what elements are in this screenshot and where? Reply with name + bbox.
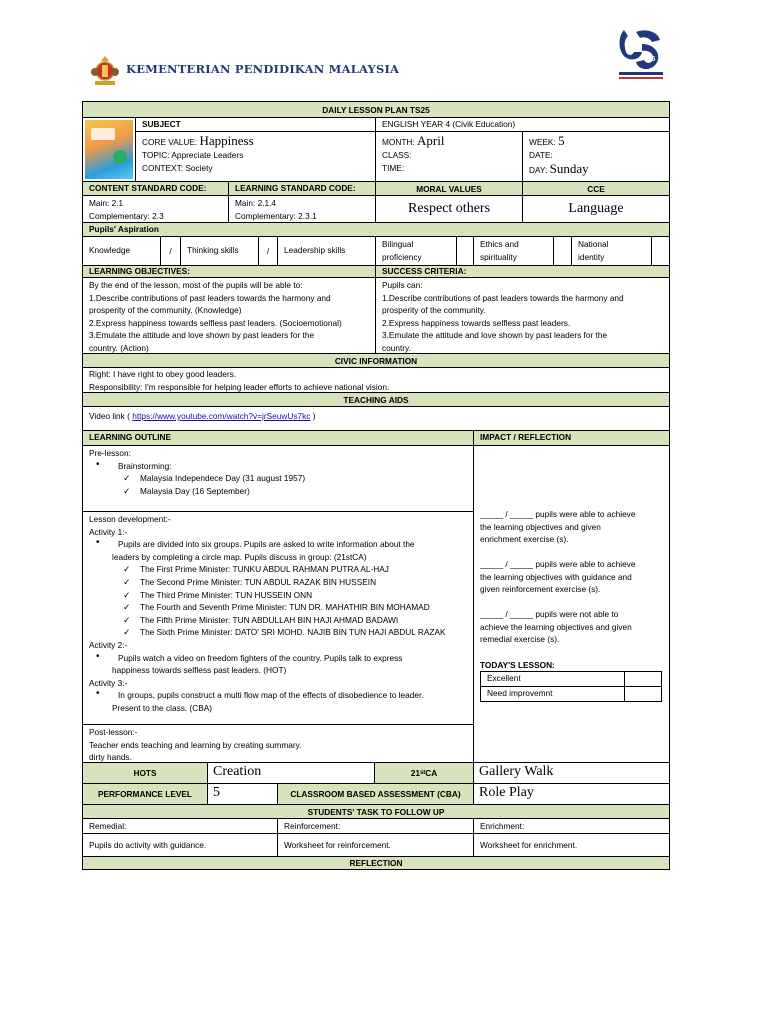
todays-lesson-label: TODAY'S LESSON: (480, 660, 555, 670)
core-value-cell (135, 131, 376, 182)
aspiration-leadership: Leadership skills (277, 236, 376, 266)
21st-ca-value: Gallery Walk (473, 762, 670, 784)
subject-label: SUBJECT (135, 117, 376, 132)
objectives-label: LEARNING OBJECTIVES: (82, 265, 376, 278)
ts25-logo-icon (616, 26, 666, 82)
video-link-suffix: ) (310, 411, 316, 421)
class-label: CLASS: (382, 150, 412, 160)
21st-ca-label (374, 762, 474, 784)
hots-value: Creation (207, 762, 375, 784)
activity-1-label: Activity 1:- (89, 526, 128, 537)
objective-line: prosperity of the community. (Knowledge) (89, 305, 242, 316)
aspiration-knowledge: Knowledge (82, 236, 161, 266)
post-lesson-text: Teacher ends teaching and learning by creating summary. (89, 739, 302, 750)
aspiration-thinking-mark: / (258, 236, 278, 266)
cce-label: CCE (522, 181, 670, 196)
activity-2-text: happiness towards selfless past leaders. (HOT) (112, 665, 287, 676)
month-label: MONTH: (382, 137, 415, 147)
ts25-badge: 25 (647, 54, 656, 63)
post-lesson-cell (82, 724, 474, 763)
pre-lesson-item: ✓ Malaysia Day (16 September) (89, 485, 467, 498)
week: 5 (558, 133, 565, 148)
civic-right: Right: I have right to obey good leaders. (89, 369, 237, 379)
prime-minister-item: ✓ The First Prime Minister: TUNKU ABDUL RAHMAN PUTRA AL-HAJ (89, 563, 467, 576)
teaching-aids-cell (82, 406, 670, 431)
learning-standard-value (228, 195, 376, 223)
pre-lesson-label: Pre-lesson: (89, 448, 131, 458)
day-label: DAY: (529, 164, 548, 175)
learning-complementary: Complementary: 2.3.1 (235, 210, 317, 221)
criteria-label: SUCCESS CRITERIA: (375, 265, 670, 278)
remedial-task: Pupils do activity with guidance. (82, 833, 278, 857)
aspiration-bilingual-mark (456, 236, 474, 266)
ca-text: CA (425, 768, 438, 778)
activity-1-text: leaders by completing a circle map. Pupils discuss in group: (21stCA) (112, 551, 367, 562)
month: April (417, 133, 445, 148)
aspiration-ethics-mark (553, 236, 572, 266)
content-standard-value (82, 195, 229, 223)
objective-line: 2.Express happiness towards selfless past leaders. (Socioemotional) (89, 317, 342, 328)
activity-3-text: Present to the class. (CBA) (112, 702, 213, 713)
aspiration-label: Pupils' Aspiration (82, 222, 670, 237)
national-line: identity (578, 251, 605, 262)
aspiration-knowledge-mark: / (160, 236, 181, 266)
activity-3-label: Activity 3:- (89, 677, 128, 688)
content-complementary: Complementary: 2.3 (89, 210, 164, 221)
week-cell (522, 131, 670, 182)
lesson-development-label: Lesson development:- (89, 514, 171, 524)
teaching-aids-label: TEACHING AIDS (82, 392, 670, 407)
day: Sunday (549, 160, 589, 176)
impact-line: _____ / _____ pupils were not able to (480, 609, 619, 619)
civic-text (82, 367, 670, 393)
criteria-line: 3.Emulate the attitude and love shown by past leaders for the (382, 330, 608, 341)
reinforcement-task: Worksheet for reinforcement. (277, 833, 474, 857)
impact-line: _____ / _____ pupils were able to achieve (480, 559, 636, 569)
ministry-crest-icon (90, 54, 120, 86)
activity-2-label: Activity 2:- (89, 639, 128, 650)
post-lesson-label: Post-lesson:- (89, 727, 138, 737)
civic-responsibility: Responsibility: I'm responsible for helping leader efforts to achieve national vision. (89, 381, 390, 392)
content-standard-label: CONTENT STANDARD CODE: (82, 181, 229, 196)
prime-minister-item: ✓ The Sixth Prime Minister: DATO' SRI MOHD. NAJIB BIN TUN HAJI ABDUL RAZAK (89, 626, 467, 639)
time-label: TIME: (382, 162, 405, 173)
performance-level-label: PERFORMANCE LEVEL (82, 783, 208, 805)
aspiration-national (571, 236, 652, 266)
national-line: National (578, 239, 609, 249)
bilingual-line: Bilingual (382, 239, 414, 249)
date-label: DATE: (529, 150, 553, 160)
reflection-label: REFLECTION (82, 856, 670, 870)
video-link-prefix: Video link ( (89, 411, 133, 421)
need-improvement-mark (624, 686, 662, 702)
ministry-name: KEMENTERIAN PENDIDIKAN MALAYSIA (126, 62, 400, 76)
lesson-plan-title: DAILY LESSON PLAN TS25 (82, 101, 670, 118)
cba-label: CLASSROOM BASED ASSESSMENT (CBA) (277, 783, 474, 805)
prime-minister-item: ✓ The Third Prime Minister: TUN HUSSEIN ONN (89, 589, 467, 602)
pre-lesson-cell (82, 445, 474, 512)
ethics-line: spirituality (480, 251, 517, 262)
impact-line: the learning objectives with guidance and (480, 571, 632, 582)
learning-main: Main: 2.1.4 (235, 198, 277, 208)
impact-label: IMPACT / REFLECTION (473, 430, 670, 446)
criteria-line: prosperity of the community. (382, 305, 486, 316)
prime-minister-item: ✓ The Fifth Prime Minister: TUN ABDULLAH BIN HAJI AHMAD BADAWI (89, 614, 467, 627)
ethics-line: Ethics and (480, 239, 519, 249)
reinforcement-label: Reinforcement: (277, 818, 474, 834)
objective-line: 3.Emulate the attitude and love shown by past leaders for the (89, 330, 315, 341)
moral-value: Respect others (375, 195, 523, 223)
core-value-label: CORE VALUE: (142, 137, 198, 147)
aspiration-ethics (473, 236, 554, 266)
prime-minister-item: ✓ The Second Prime Minister: TUN ABDUL RAZAK BIN HUSSEIN (89, 576, 467, 589)
objectives-text (82, 277, 376, 354)
hots-label: HOTS (82, 762, 208, 784)
performance-level-value: 5 (207, 783, 278, 805)
enrichment-label: Enrichment: (473, 818, 670, 834)
criteria-line: 1.Describe contributions of past leaders towards the harmony and (382, 292, 624, 303)
impact-line: enrichment exercise (s). (480, 534, 569, 545)
impact-line: the learning objectives and given (480, 521, 601, 532)
ca-suffix: st (419, 770, 426, 776)
criteria-line: Pupils can: (382, 280, 423, 290)
need-improvement-label: Need improvemnt (480, 686, 625, 702)
context: CONTEXT: Society (142, 162, 213, 173)
cce-value: Language (522, 195, 670, 223)
moral-values-label: MORAL VALUES (375, 181, 523, 196)
impact-line: remedial exercise (s). (480, 634, 560, 645)
month-cell (375, 131, 523, 182)
brainstorming: • Brainstorming: (89, 460, 467, 473)
learning-standard-label: LEARNING STANDARD CODE: (228, 181, 376, 196)
learning-outline-label: LEARNING OUTLINE (82, 430, 474, 446)
objective-line: By the end of the lesson, most of the pupils will be able to: (89, 280, 303, 290)
topic: TOPIC: Appreciate Leaders (142, 150, 244, 160)
content-main: Main: 2.1 (89, 198, 124, 208)
enrichment-task: Worksheet for enrichment. (473, 833, 670, 857)
excellent-mark (624, 671, 662, 687)
objective-line: country. (Action) (89, 342, 149, 353)
aspiration-bilingual (375, 236, 457, 266)
criteria-text (375, 277, 670, 354)
impact-line: achieve the learning objectives and given (480, 621, 632, 632)
impact-line: given reinforcement exercise (s). (480, 584, 601, 595)
video-link[interactable]: https://www.youtube.com/watch?v=jrSeuwUs7kc (132, 411, 311, 421)
week-label: WEEK: (529, 137, 556, 147)
activity-2-text: • Pupils watch a video on freedom fighters of the country. Pupils talk to express (89, 652, 467, 665)
impact-cell (473, 445, 670, 763)
impact-line: _____ / _____ pupils were able to achieve (480, 509, 636, 519)
prime-minister-item: ✓ The Fourth and Seventh Prime Minister: TUN DR. MAHATHIR BIN MOHAMAD (89, 601, 467, 614)
post-lesson-text: dirty hands. (89, 752, 132, 763)
excellent-label: Excellent (480, 671, 625, 687)
cba-value: Role Play (473, 783, 670, 805)
pre-lesson-item: ✓ Malaysia Independece Day (31 august 1957) (89, 472, 467, 485)
criteria-line: 2.Express happiness towards selfless past leaders. (382, 317, 571, 328)
civic-label: CIVIC INFORMATION (82, 353, 670, 368)
activity-3-text: • In groups, pupils construct a multi flow map of the effects of disobedience to leader. (89, 689, 467, 702)
remedial-label: Remedial: (82, 818, 278, 834)
objective-line: 1.Describe contributions of past leaders towards the harmony and (89, 292, 331, 303)
ca-number: 21 (410, 768, 420, 778)
activity-1-text: • Pupils are divided into six groups. Pupils are asked to write information about the (89, 538, 467, 551)
students-task-label: STUDENTS' TASK TO FOLLOW UP (82, 804, 670, 819)
aspiration-thinking: Thinking skills (180, 236, 259, 266)
criteria-line: country. (382, 342, 411, 353)
subject-value: ENGLISH YEAR 4 (Civik Education) (375, 117, 670, 132)
core-value: Happiness (199, 133, 254, 148)
aspiration-national-mark (651, 236, 670, 266)
bilingual-line: proficiency (382, 251, 422, 262)
textbook-cover-image (82, 117, 136, 182)
lesson-development-cell (82, 511, 474, 725)
